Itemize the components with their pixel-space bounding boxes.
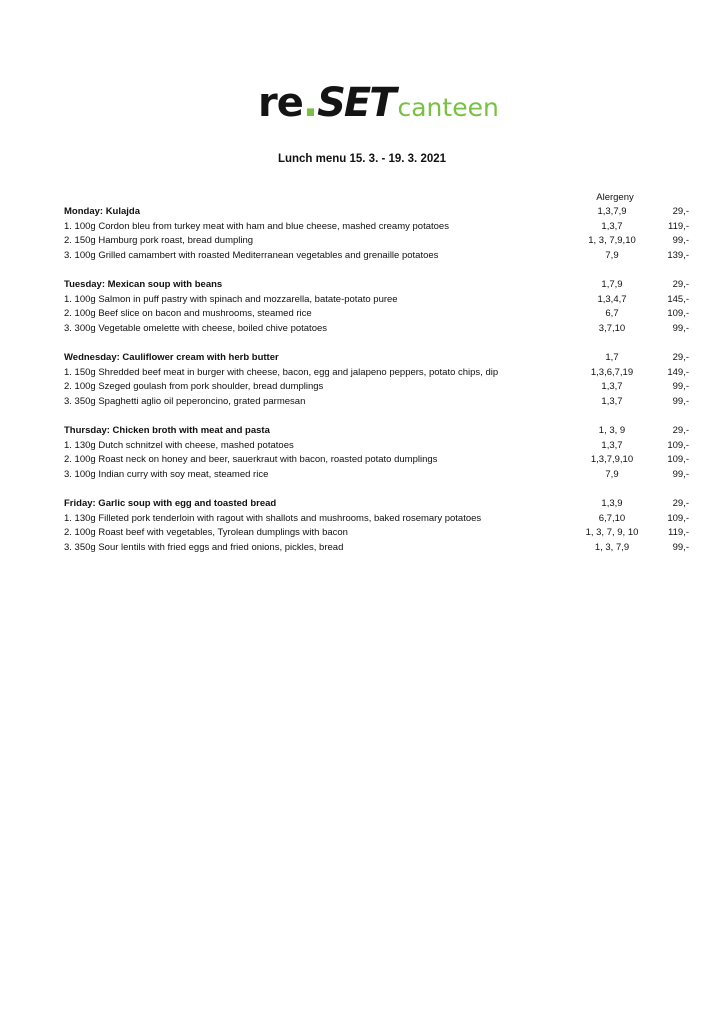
soup-allergens: 1,3,7,9: [597, 206, 627, 217]
logo-set: SET: [317, 80, 395, 126]
canteen-logo: [258, 80, 499, 126]
meal-price: 99,-: [672, 395, 689, 407]
meal-price: 109,-: [667, 454, 689, 465]
meal-row: [0, 380, 724, 395]
soup-name: Friday: Garlic soup with egg and toasted bread: [64, 498, 277, 509]
meal-price: 119,-: [668, 527, 689, 538]
day-section-thursday: [0, 424, 724, 482]
meal-allergens: 3,7,10: [598, 322, 626, 334]
meal-allergens: 6,7: [605, 308, 619, 319]
meal-allergens: 1,3,7: [601, 220, 623, 232]
meal-name: 3. 100g Grilled camambert with roasted Mediterranean vegetables and grenaille potatoes: [64, 249, 439, 261]
meal-row: [0, 468, 724, 483]
meal-price: 99,-: [672, 381, 689, 392]
meal-name: 2. 100g Szeged goulash from pork shoulder, bread dumplings: [64, 381, 324, 392]
meal-name: 2. 150g Hamburg pork roast, bread dumpling: [64, 235, 254, 246]
meal-row: [0, 220, 724, 235]
day-section-monday: [0, 205, 724, 263]
meal-allergens: 1, 3, 7,9: [594, 541, 630, 553]
soup-name: Monday: Kulajda: [64, 206, 141, 217]
meal-price: 99,-: [672, 468, 689, 480]
soup-price: 29,-: [672, 425, 689, 436]
allergens-column-header: Alergeny: [596, 192, 634, 203]
meal-row: [0, 453, 724, 468]
meal-row: [0, 512, 724, 527]
meal-row: [0, 395, 724, 410]
meal-allergens: 6,7,10: [598, 512, 626, 524]
day-section-wednesday: [0, 351, 724, 409]
meal-name: 1. 150g Shredded beef meat in burger with cheese, bacon, egg and jalapeno peppers, potato chips, dip: [64, 366, 499, 378]
meal-price: 139,-: [667, 249, 689, 261]
meal-row: [0, 307, 724, 322]
meal-allergens: 1,3,6,7,19: [590, 366, 634, 378]
soup-row: [0, 424, 724, 439]
soup-price: 29,-: [672, 206, 689, 217]
meal-allergens: 1,3,7: [601, 439, 623, 451]
meal-name: 3. 350g Spaghetti aglio oil peperoncino, grated parmesan: [64, 395, 306, 407]
meal-row: [0, 322, 724, 337]
soup-name: Tuesday: Mexican soup with beans: [64, 279, 223, 290]
meal-price: 145,-: [667, 293, 689, 305]
soup-allergens: 1, 3, 9: [598, 425, 626, 436]
meal-price: 99,-: [672, 235, 689, 246]
soup-name: Wednesday: Cauliflower cream with herb butter: [64, 352, 279, 363]
meal-row: [0, 541, 724, 556]
meal-price: 99,-: [672, 322, 689, 334]
meal-allergens: 7,9: [605, 468, 619, 480]
logo-re: re: [258, 80, 303, 126]
meal-row: [0, 234, 724, 249]
meal-price: 149,-: [667, 366, 689, 378]
meal-name: 1. 130g Dutch schnitzel with cheese, mashed potatoes: [64, 439, 294, 451]
meal-price: 109,-: [667, 439, 689, 451]
page-title: Lunch menu 15. 3. - 19. 3. 2021: [277, 153, 447, 165]
meal-price: 99,-: [672, 541, 689, 553]
meal-row: [0, 293, 724, 308]
soup-allergens: 1,3,9: [601, 498, 623, 509]
meal-price: 119,-: [668, 220, 689, 232]
soup-name: Thursday: Chicken broth with meat and pasta: [64, 425, 270, 436]
logo-dot: .: [302, 80, 318, 126]
soup-row: [0, 497, 724, 512]
menu-list: [0, 205, 724, 570]
meal-name: 1. 130g Filleted pork tenderloin with ragout with shallots and mushrooms, baked rosemary potatoes: [64, 512, 482, 524]
meal-allergens: 1, 3, 7, 9, 10: [585, 527, 639, 538]
meal-name: 3. 350g Sour lentils with fried eggs and fried onions, pickles, bread: [64, 541, 344, 553]
meal-allergens: 1,3,4,7: [597, 293, 627, 305]
logo-canteen: canteen: [397, 93, 499, 122]
meal-allergens: 1,3,7: [601, 381, 623, 392]
meal-name: 1. 100g Cordon bleu from turkey meat with ham and blue cheese, mashed creamy potatoes: [64, 220, 449, 232]
meal-price: 109,-: [667, 512, 689, 524]
soup-row: [0, 278, 724, 293]
meal-name: 3. 300g Vegetable omelette with cheese, boiled chive potatoes: [64, 322, 328, 334]
soup-price: 29,-: [672, 352, 689, 363]
meal-name: 2. 100g Beef slice on bacon and mushrooms, steamed rice: [64, 308, 312, 319]
day-section-friday: [0, 497, 724, 555]
soup-price: 29,-: [672, 279, 689, 290]
meal-row: [0, 526, 724, 541]
meal-allergens: 1,3,7,9,10: [590, 454, 634, 465]
meal-name: 3. 100g Indian curry with soy meat, steamed rice: [64, 468, 269, 480]
meal-allergens: 1,3,7: [601, 395, 623, 407]
soup-row: [0, 205, 724, 220]
soup-allergens: 1,7,9: [601, 279, 623, 290]
meal-price: 109,-: [667, 308, 689, 319]
meal-row: [0, 366, 724, 381]
meal-name: 1. 100g Salmon in puff pastry with spinach and mozzarella, batate-potato puree: [64, 293, 398, 305]
meal-row: [0, 249, 724, 264]
soup-allergens: 1,7: [605, 352, 619, 363]
meal-name: 2. 100g Roast beef with vegetables, Tyrolean dumplings with bacon: [64, 527, 348, 538]
meal-name: 2. 100g Roast neck on honey and beer, sauerkraut with bacon, roasted potato dumplings: [64, 454, 438, 465]
meal-allergens: 1, 3, 7,9,10: [588, 235, 636, 246]
soup-row: [0, 351, 724, 366]
soup-price: 29,-: [672, 498, 689, 509]
meal-row: [0, 439, 724, 454]
day-section-tuesday: [0, 278, 724, 336]
meal-allergens: 7,9: [605, 249, 619, 261]
